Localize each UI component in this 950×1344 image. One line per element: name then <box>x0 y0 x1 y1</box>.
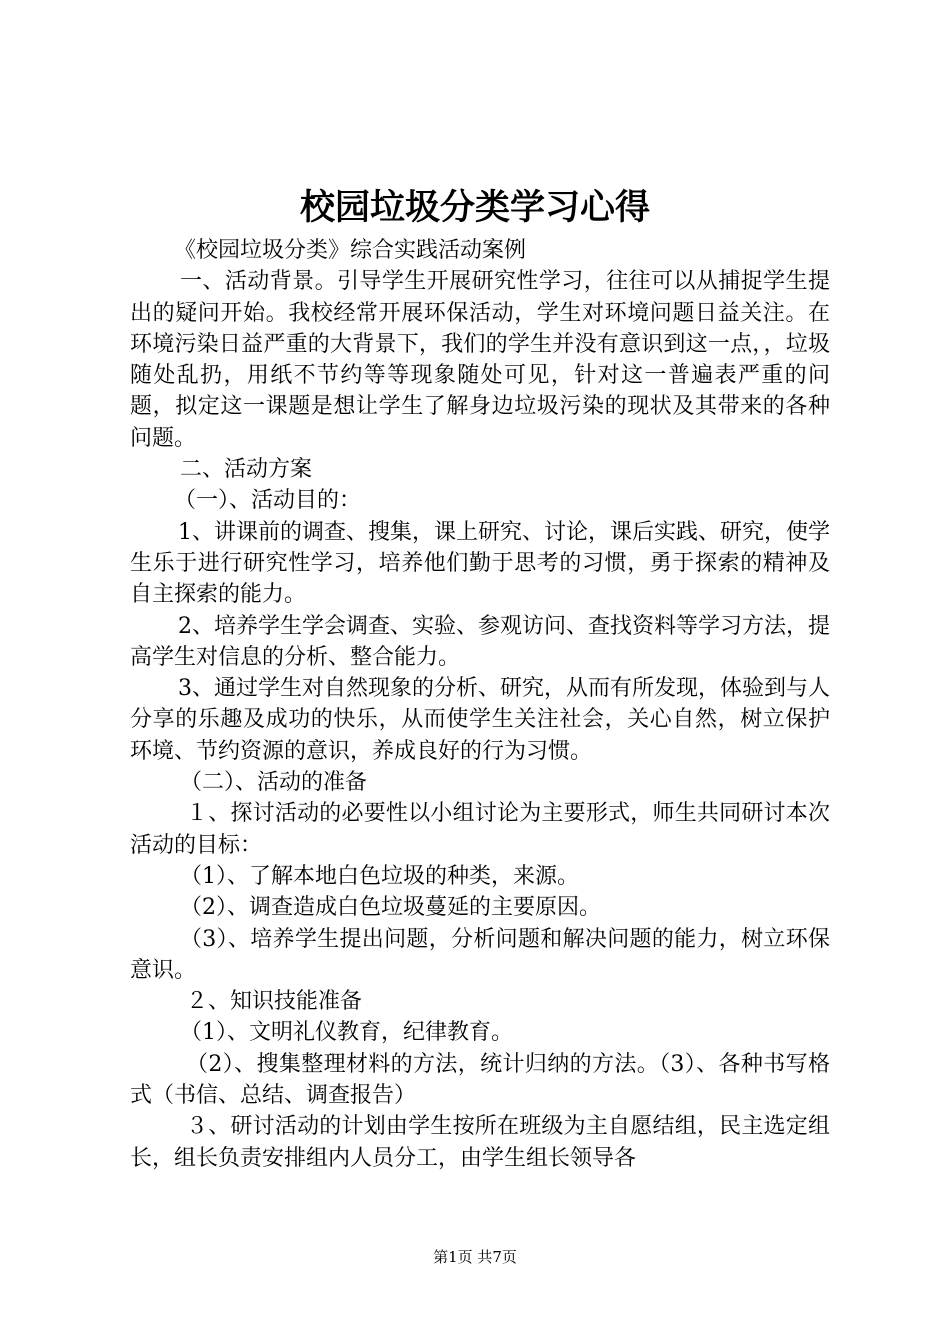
paragraph-preparation-heading: （二）、活动的准备 <box>180 770 368 796</box>
paragraph-purpose-2: 2、培养学生学会调查、实验、参观访问、查找资料等学习方法，提高学生对信息的分析、整合能力。 <box>130 613 830 670</box>
paragraph-case-title: 《校园垃圾分类》综合实践活动案例 <box>174 238 527 263</box>
paragraph-goal-3: （3）、培养学生提出问题，分析问题和解决问题的能力，树立环保意识。 <box>130 926 830 983</box>
paragraph-skill-2: （2）、搜集整理材料的方法，统计归纳的方法。（3）、各种书写格式（书信、总结、调查报告） <box>130 1051 830 1109</box>
page-footer: 第1页 共7页 <box>433 1248 517 1266</box>
paragraph-goal-1: （1）、了解本地白色垃圾的种类，来源。 <box>180 863 579 889</box>
paragraph-preparation-3: ３、研讨活动的计划由学生按所在班级为主自愿结组，民主选定组长，组长负责安排组内人员分工，由学生组长领导各 <box>130 1114 830 1171</box>
paragraph-purpose-1: 1、讲课前的调查、搜集，课上研究、讨论，课后实践、研究，使学生乐于进行研究性学习，培养他们勤于思考的习惯，勇于探索的精神及自主探索的能力。 <box>130 519 830 608</box>
document-body <box>130 235 830 1174</box>
paragraph-plan-heading: 二、活动方案 <box>180 457 313 483</box>
paragraph-preparation-2: ２、知识技能准备 <box>186 989 363 1015</box>
document-title: 校园垃圾分类学习心得 <box>299 187 650 228</box>
paragraph-preparation-1: １、探讨活动的必要性以小组讨论为主要形式，师生共同研讨本次活动的目标： <box>130 801 830 858</box>
paragraph-purpose-3: 3、通过学生对自然现象的分析、研究，从而有所发现，体验到与人分享的乐趣及成功的快乐，从而使学生关注社会，关心自然，树立保护环境、节约资源的意识，养成良好的行为习惯。 <box>130 676 830 764</box>
paragraph-goal-2: （2）、调查造成白色垃圾蔓延的主要原因。 <box>180 895 601 921</box>
paragraph-skill-1: （1）、文明礼仪教育，纪律教育。 <box>180 1020 513 1046</box>
paragraph-background: 一、活动背景。引导学生开展研究性学习，往往可以从捕捉学生提出的疑问开始。我校经常开展环保活动，学生对环境问题日益关注。在环境污染日益严重的大背景下，我们的学生并没有意识到这一点，，垃圾随处乱扔，用纸不节约等等现象随处可见，针对这一普遍表严重的问题，拟定这一课题是想让学生了解身边垃圾污染的现状及其带来的各种问题。 <box>130 269 830 451</box>
paragraph-purpose-heading: （一）、活动目的： <box>174 488 362 514</box>
